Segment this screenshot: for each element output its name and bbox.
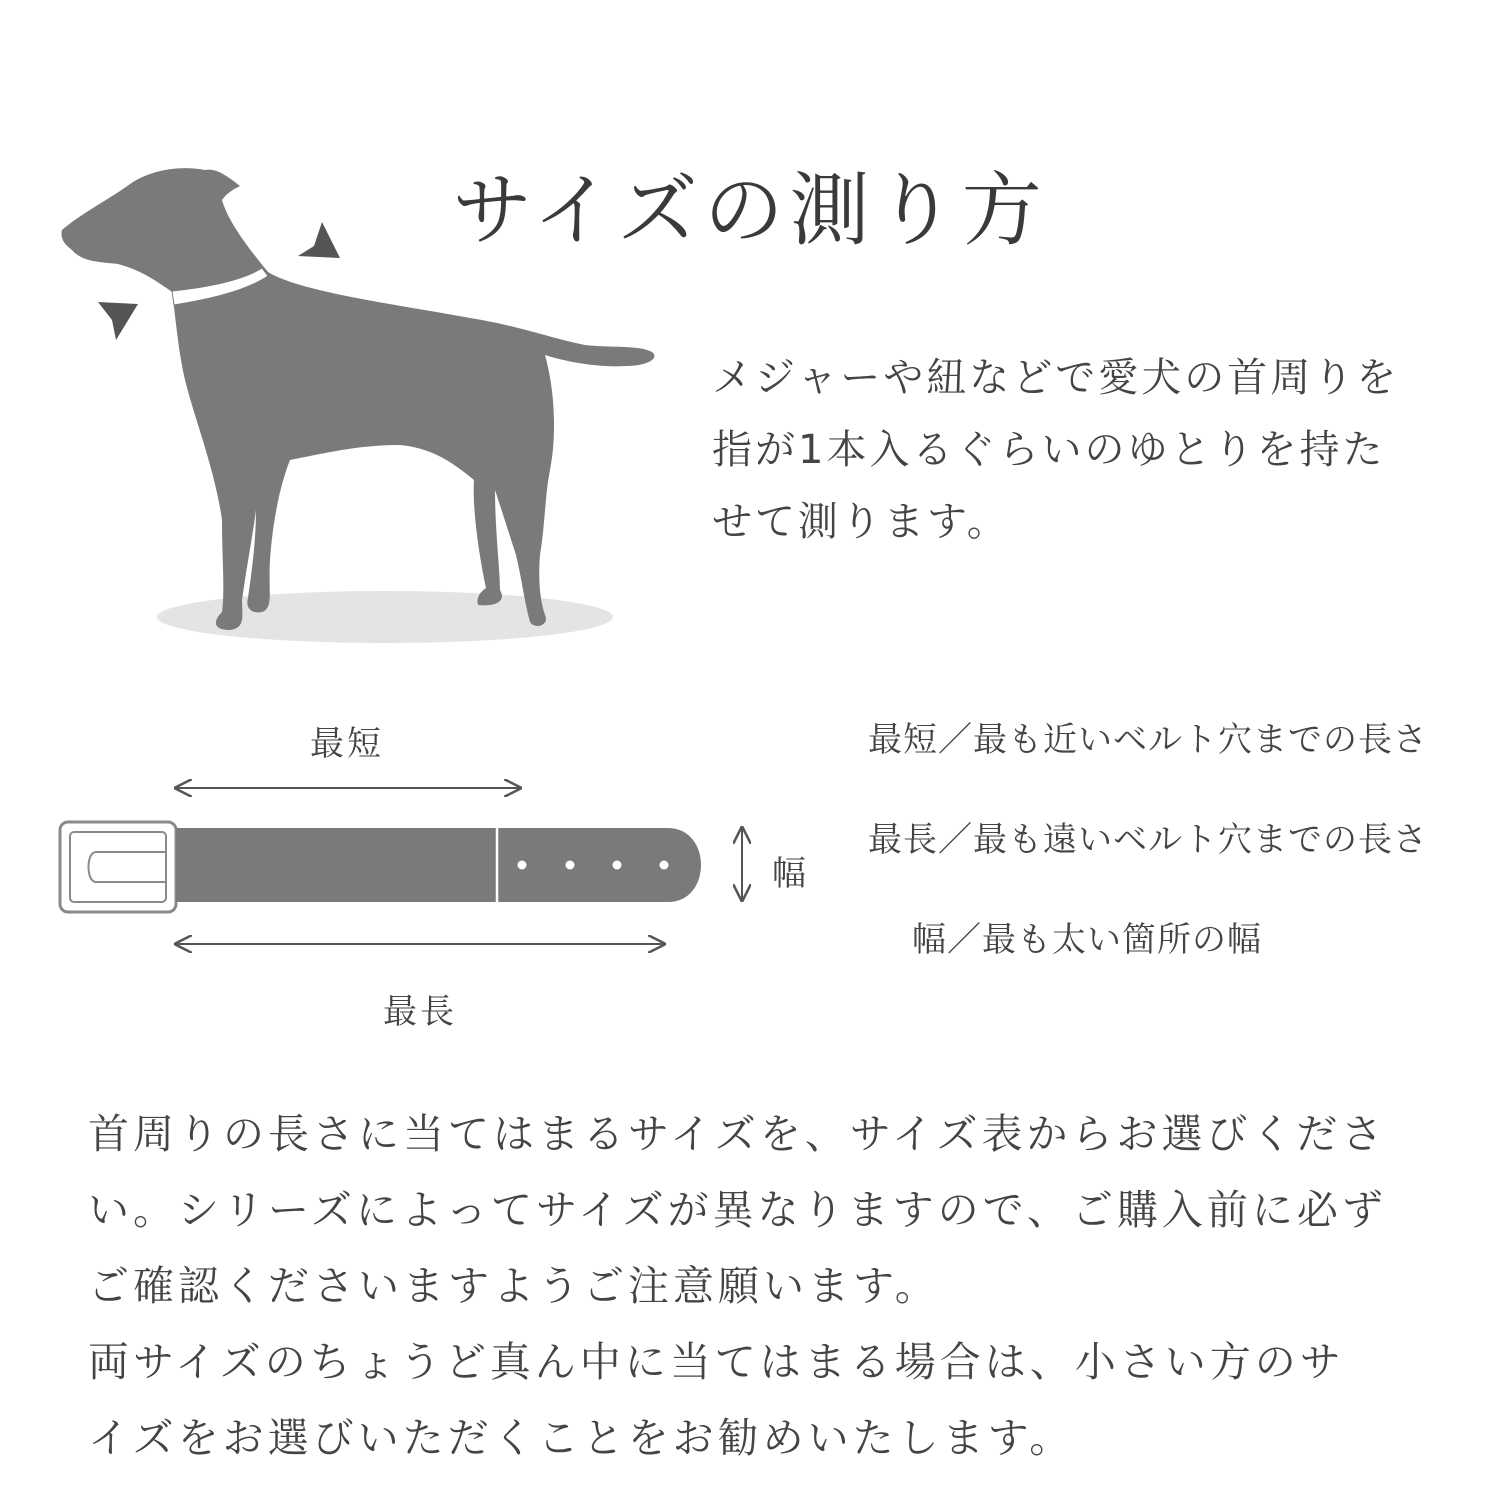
belt-buckle: [60, 822, 176, 912]
label-longest: 最長: [383, 992, 457, 1032]
notes-text: [88, 1096, 1448, 1476]
notes-line: 両サイズのちょうど真ん中に当てはまる場合は、小さい方のサ: [88, 1338, 1345, 1386]
page-title: サイズの測り方: [452, 163, 1048, 257]
definition-separator: ／: [938, 820, 973, 860]
belt-hole: [660, 861, 669, 870]
dog-illustration: [0, 150, 700, 650]
intro-line: せて測ります。: [712, 499, 1010, 545]
label-shortest: 最短: [310, 724, 384, 764]
neck-marker-upper-icon: [298, 222, 340, 258]
belt-strap: [176, 828, 701, 902]
definition-width: [912, 912, 1262, 961]
notes-line: い。シリーズによってサイズが異なりますので、ご購入前に必ず: [88, 1186, 1387, 1234]
intro-text: [712, 342, 1492, 558]
belt-hole: [566, 861, 575, 870]
neck-marker-lower-icon: [98, 302, 138, 340]
intro-line: 指が1本入るぐらいのゆとりを持た: [712, 427, 1386, 473]
definition-term: 幅: [912, 920, 947, 960]
belt-hole: [613, 861, 622, 870]
belt-hole: [518, 861, 527, 870]
definition-description: 最も近いベルト穴までの長さ: [973, 720, 1428, 760]
intro-line: メジャーや紐などで愛犬の首周りを: [712, 355, 1400, 401]
notes-line: 首周りの長さに当てはまるサイズを、サイズ表からお選びくださ: [88, 1110, 1387, 1158]
notes-line: ご確認くださいますようご注意願います。: [88, 1262, 940, 1310]
definition-shortest: [868, 712, 1428, 761]
definition-longest: [868, 812, 1428, 861]
definition-description: 最も太い箇所の幅: [982, 920, 1262, 960]
definition-separator: ／: [938, 720, 973, 760]
definition-term: 最短: [868, 720, 938, 760]
definition-description: 最も遠いベルト穴までの長さ: [973, 820, 1428, 860]
definition-term: 最長: [868, 820, 938, 860]
dog-silhouette: [61, 168, 654, 630]
label-width: 幅: [772, 854, 809, 894]
notes-line: イズをお選びいただくことをお勧めいたします。: [88, 1414, 1075, 1462]
definition-separator: ／: [947, 920, 982, 960]
belt-diagram: [0, 700, 840, 1000]
